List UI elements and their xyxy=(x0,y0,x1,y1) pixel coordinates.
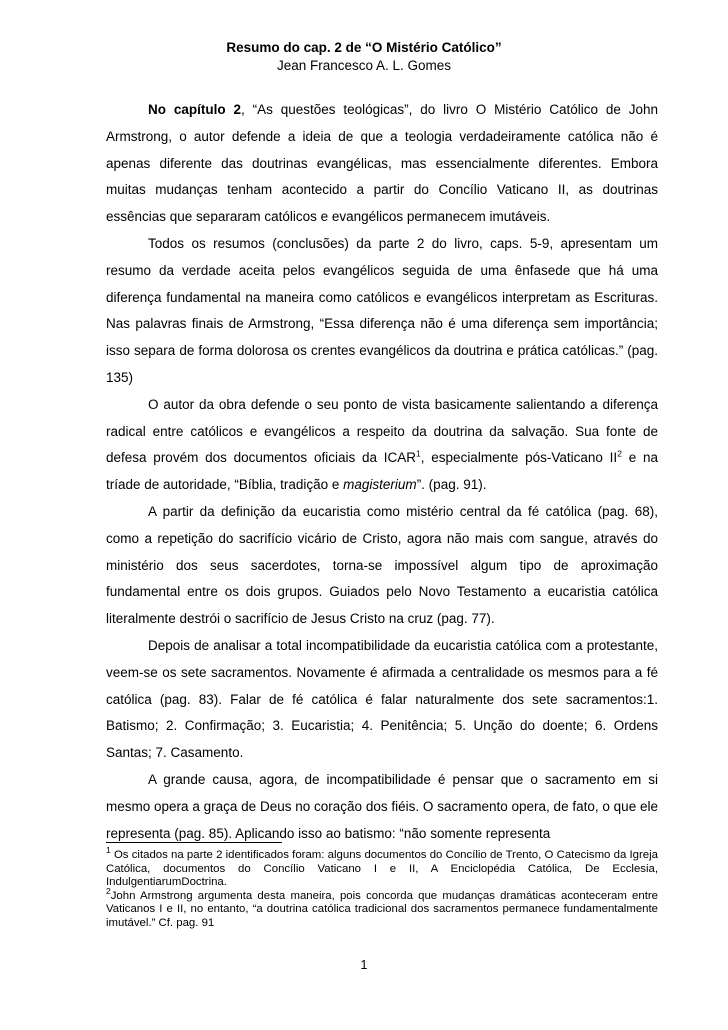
document-title: Resumo do cap. 2 de “O Mistério Católico” xyxy=(226,40,502,55)
paragraph-3-italic: magisterium xyxy=(343,477,417,493)
footnote-mark-1: 1 xyxy=(106,845,111,856)
footnote-separator xyxy=(106,842,282,843)
footnotes xyxy=(106,845,658,930)
paragraph-1 xyxy=(106,97,658,231)
footnote-ref-2[interactable]: 2 xyxy=(617,448,622,459)
paragraph-3-part4: ”. (pag. 91). xyxy=(416,477,487,493)
paragraph-6: A grande causa, agora, de incompatibilidade é pensar que o sacramento em si mesmo opera a graça de Deus no coração dos fiéis. O sacramento opera, de fato, o que ele representa (pag. 85). Aplicando isso ao batismo: “não somente representa xyxy=(106,771,658,841)
paragraph-4: A partir da definição da eucaristia como mistério central da fé católica (pag. 68), como a repetição do sacrifício vicário de Cristo, agora não mais com sangue, através do ministério dos seus sacerdotes, torna-se impossível algum tipo de aproximação fundamental entre os dois grupos. Guiados pelo Novo Testamento a eucaristia católica literalmente destrói o sacrifício de Jesus Cristo na cruz (pag. 77). xyxy=(106,503,658,627)
footnote-2-text: John Armstrong argumenta desta maneira, pois concorda que mudanças dramáticas aconteceram entre Vaticanos I e II, no entanto, “a doutrina católica tradicional dos sacramentos permanece fundamentalmente imutável.” Cf. pag. 91 xyxy=(106,889,658,929)
footnote-1-text: Os citados na parte 2 identificados foram: alguns documentos do Concílio de Trento, O Catecismo da Igreja Católica, documentos do Concílio Vaticano I e II, A Enciclopédia Católica, De Ecclesia, IndulgentiarumDoctrina. xyxy=(106,849,658,888)
paragraph-3-part2: , especialmente pós-Vaticano II xyxy=(420,450,618,466)
document-author: Jean Francesco A. L. Gomes xyxy=(276,58,452,73)
paragraph-3-part1: O autor da obra defende o seu ponto de vista basicamente salientando a diferença radical entre católicos e evangélicos a respeito da doutrina da salvação. Sua fonte de defesa provém dos documentos oficiais da ICAR xyxy=(106,396,658,466)
paragraph-1-text: , “As questões teológicas”, do livro O Mistério Católico de John Armstrong, o autor defende a ideia de que a teologia verdadeiramente católica não é apenas diferente das doutrinas evangélicas, mas essencialmente diferentes. Embora muitas mudanças tenham acontecido a partir do Concílio Vaticano II, as doutrinas essências que separaram católicos e evangélicos permanecem imutáveis. xyxy=(106,102,658,225)
paragraph-2: Todos os resumos (conclusões) da parte 2 do livro, caps. 5-9, apresentam um resumo da verdade aceita pelos evangélicos seguida de uma ênfasede que há uma diferença fundamental na maneira como católicos e evangélicos interpretam as Escrituras. Nas palavras finais de Armstrong, “Essa diferença não é uma diferença sem importância; isso separa de forma dolorosa os crentes evangélicos da doutrina e prática católicas.” (pag. 135) xyxy=(106,235,658,385)
footnote-2 xyxy=(106,885,658,931)
footnote-mark-2: 2 xyxy=(106,885,111,896)
document-body xyxy=(106,97,658,847)
paragraph-3 xyxy=(106,392,658,499)
paragraph-1-lead: No capítulo 2 xyxy=(148,102,241,117)
paragraph-3-part3: e na tríade de autoridade, “Bíblia, tradição e xyxy=(106,450,658,493)
footnote-ref-1[interactable]: 1 xyxy=(416,448,421,459)
page-number: 1 xyxy=(360,958,368,972)
footnote-1 xyxy=(106,845,658,890)
paragraph-5: Depois de analisar a total incompatibilidade da eucaristia católica com a protestante, veem-se os sete sacramentos. Novamente é afirmada a centralidade os mesmos para a fé católica (pag. 83). Falar de fé católica é falar naturalmente dos sete sacramentos:1. Batismo; 2. Confirmação; 3. Eucaristia; 4. Penitência; 5. Unção do doente; 6. Ordens Santas; 7. Casamento. xyxy=(106,637,658,761)
